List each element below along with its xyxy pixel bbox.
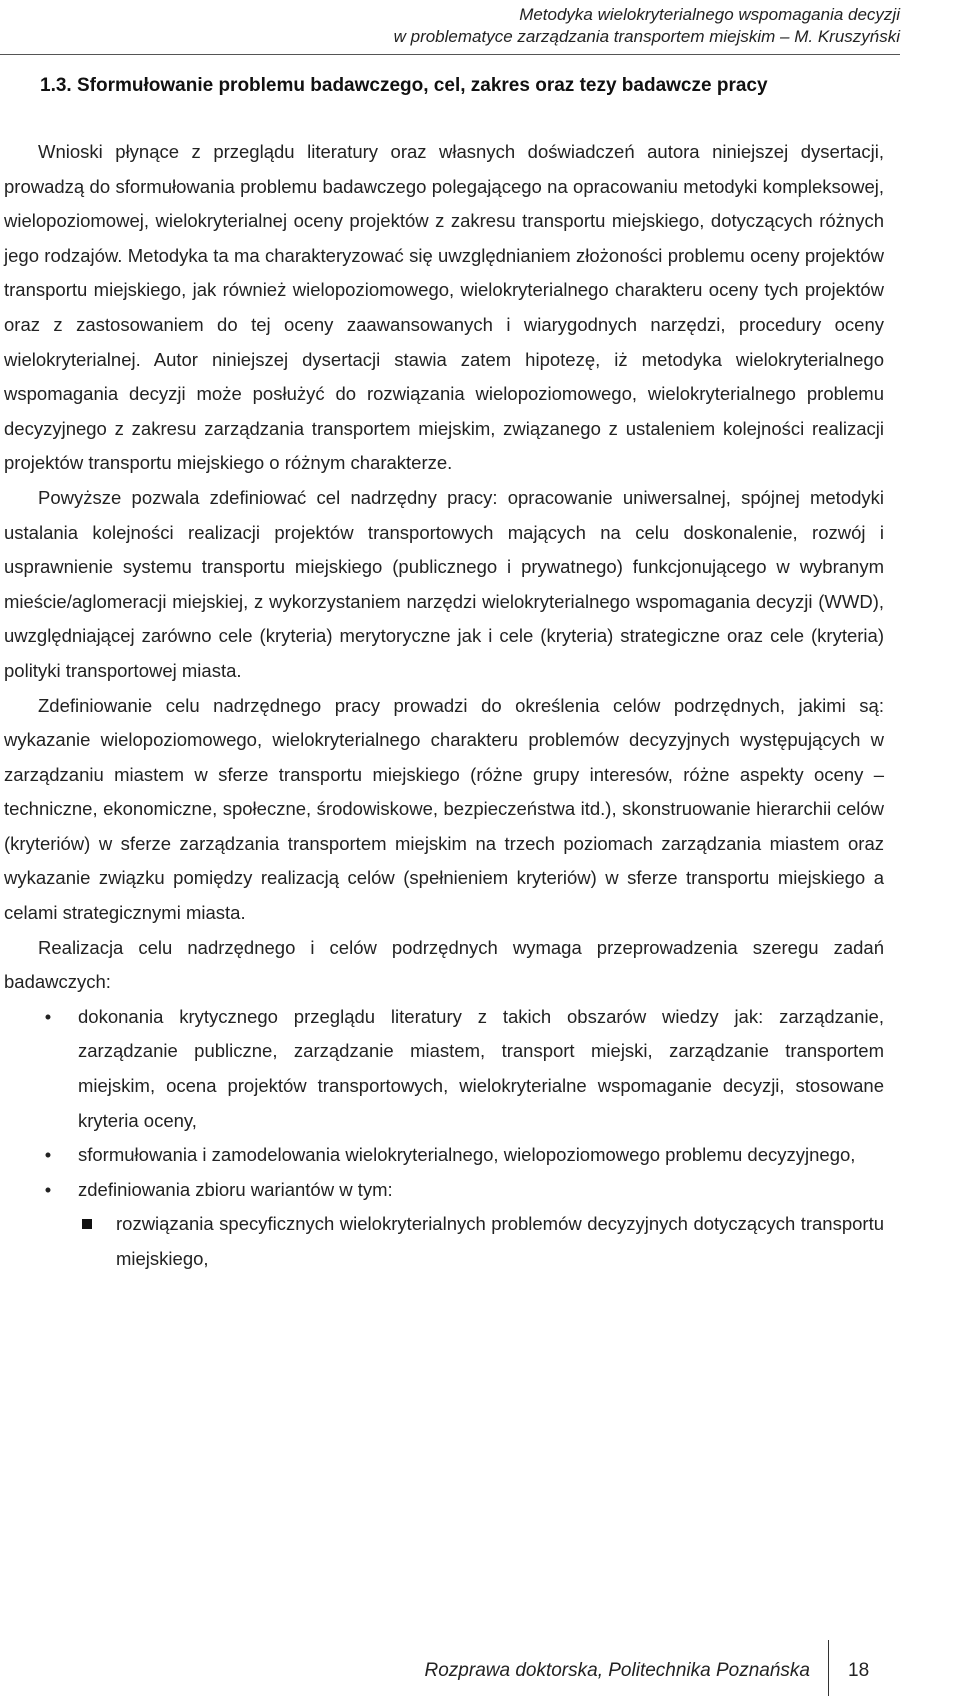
paragraph-4: Realizacja celu nadrzędnego i celów podrzędnych wymaga przeprowadzenia szeregu zadań badawczych: xyxy=(4,936,884,993)
list-item-text: zdefiniowania zbioru wariantów w tym: xyxy=(78,1178,393,1200)
bullet-marker: • xyxy=(44,1005,52,1027)
sub-list-item-text: rozwiązania specyficznych wielokryterialnych problemów decyzyjnych dotyczących transportu miejskiego, xyxy=(116,1213,884,1269)
bullet-marker: • xyxy=(44,1178,52,1200)
paragraph-1: Wnioski płynące z przeglądu literatury oraz własnych doświadczeń autora niniejszej dysertacji, prowadzą do sformułowania problemu badawczego polegającego na opracowaniu metodyki kompleksowej, wielopoziomowej, wielokryterialnej oceny projektów z zakresu transportu miejskiego, dotyczących różnych jego rodzajów. Metodyka ta ma charakteryzować się uwzględnianiem złożoności problemu oceny projektów transportu miejskiego, jak również wielopoziomowego, wielokryterialnego charakteru oceny tych projektów oraz z zastosowaniem do tej oceny zaawansowanych i wiarygodnych narzędzi, procedury oceny wielokryterialnej. Autor niniejszej dysertacji stawia zatem hipotezę, iż metodyka wielokryterialnego wspomagania decyzji może posłużyć do rozwiązania wielopoziomowego, wielokryterialnego problemu decyzyjnego z zakresu zarządzania transportem miejskim, związanego z ustaleniem kolejności realizacji projektów transportu miejskiego o różnym charakterze. xyxy=(4,141,884,474)
list-item xyxy=(4,1173,884,1208)
list-item-text: dokonania krytycznego przeglądu literatury z takich obszarów wiedzy jak: zarządzanie, zarządzanie publiczne, zarządzanie miastem, transport miejski, zarządzanie transportem miejskim, ocena projektów transportowych, wielokryterialne wspomaganie decyzji, stosowane kryteria oceny, xyxy=(78,1005,884,1131)
sub-list-item xyxy=(4,1207,884,1276)
footer-divider xyxy=(828,1640,829,1696)
task-list xyxy=(4,1000,884,1277)
footer-text: Rozprawa doktorska, Politechnika Poznańska xyxy=(424,1660,810,1681)
section-number: 1.3. xyxy=(40,75,72,96)
running-header xyxy=(394,4,900,48)
running-header-line-1: Metodyka wielokryterialnego wspomagania decyzji xyxy=(519,5,900,24)
list-item xyxy=(4,1000,884,1138)
section-heading xyxy=(40,73,900,99)
list-item-text: sformułowania i zamodelowania wielokryterialnego, wielopoziomowego problemu decyzyjnego, xyxy=(78,1144,856,1166)
header-divider xyxy=(0,54,900,55)
paragraph-3: Zdefiniowanie celu nadrzędnego pracy prowadzi do określenia celów podrzędnych, jakimi są: wykazanie wielopoziomowego, wielokryterialnego charakteru problemów decyzyjnych występujących w zarządzaniu miastem w sferze transportu miejskiego (różne grupy interesów, różne aspekty oceny – techniczne, ekonomiczne, społeczne, środowiskowe, bezpieczeństwa itd.), skonstruowanie hierarchii celów (kryteriów) w sferze zarządzania transportem miejskim na trzech poziomach zarządzania miastem oraz wykazanie związku pomiędzy realizacją celów (spełnieniem kryteriów) w sferze transportu miejskiego a celami strategicznymi miasta. xyxy=(4,694,884,924)
square-bullet-icon xyxy=(82,1219,92,1229)
document-body xyxy=(4,135,884,1277)
page-number: 18 xyxy=(848,1660,870,1681)
section-title-text: Sformułowanie problemu badawczego, cel, zakres oraz tezy badawcze pracy xyxy=(76,75,768,96)
running-header-line-2: w problematyce zarządzania transportem miejskim – M. Kruszyński xyxy=(393,27,900,46)
paragraph-2: Powyższe pozwala zdefiniować cel nadrzędny pracy: opracowanie uniwersalnej, spójnej metodyki ustalania kolejności realizacji projektów transportowych mających na celu doskonalenie, rozwój i usprawnienie systemu transportu miejskiego (publicznego i prywatnego) funkcjonującego w wybranym mieście/aglomeracji miejskiej, z wykorzystaniem narzędzi wielokryterialnego wspomagania decyzji (WWD), uwzględniającej zarówno cele (kryteria) merytoryczne jak i cele (kryteria) strategiczne oraz cele (kryteria) polityki transportowej miasta. xyxy=(4,486,884,681)
list-item xyxy=(4,1138,884,1173)
bullet-marker: • xyxy=(44,1144,52,1166)
